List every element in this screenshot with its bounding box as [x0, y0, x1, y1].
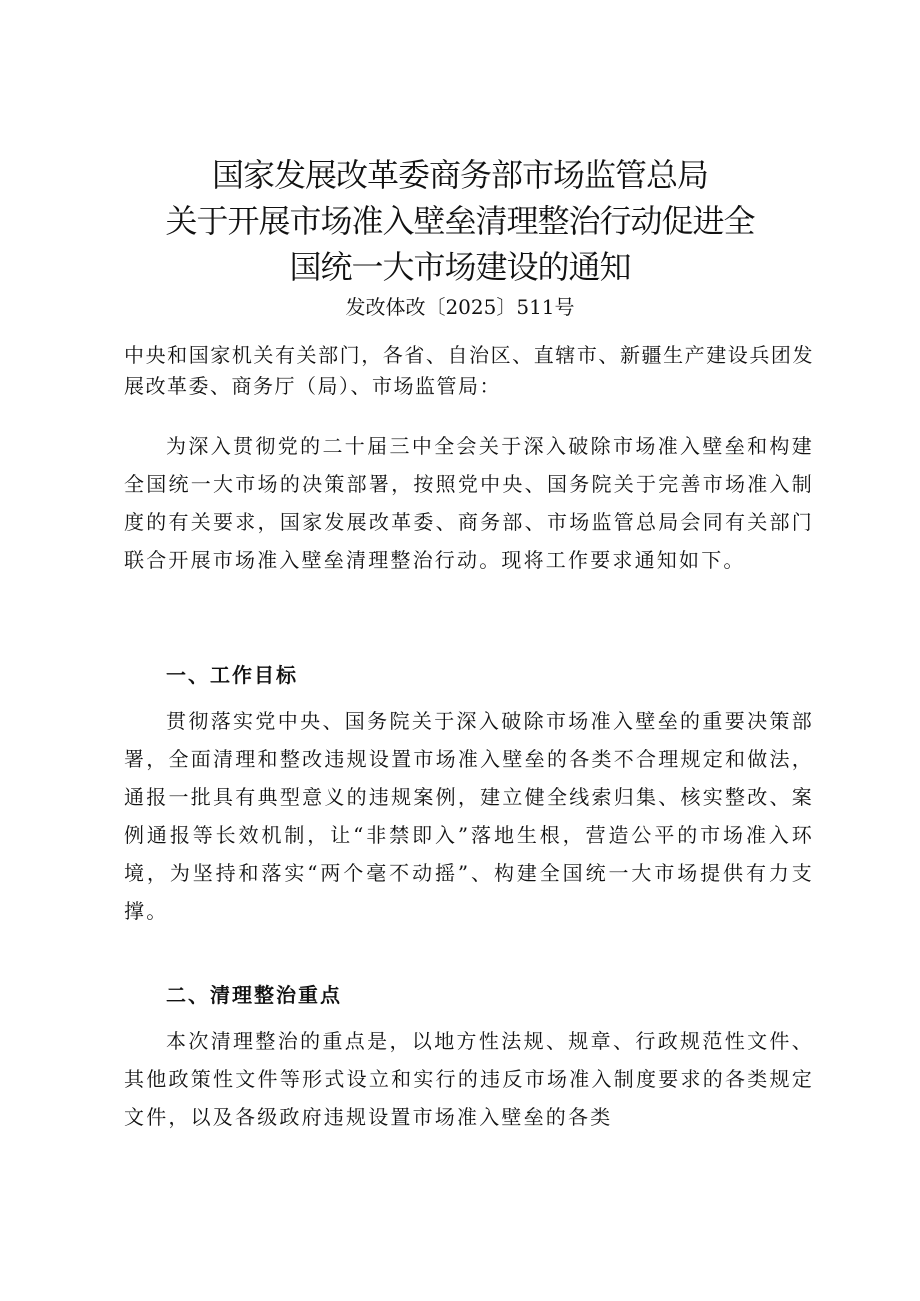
document-title-line-2: 关于开展市场准入壁垒清理整治行动促进全 — [165, 202, 755, 240]
document-title-line-3: 国统一大市场建设的通知 — [289, 248, 631, 286]
section-heading-2: 二、清理整治重点 — [166, 983, 342, 1007]
document-title-line-1: 国家发展改革委商务部市场监管总局 — [211, 156, 708, 194]
intro-paragraph: 为深入贯彻党的二十届三中全会关于深入破除市场准入壁垒和构建全国统一大市场的决策部署，按照党中央、国务院关于完善市场准入制度的有关要求，国家发展改革委、商务部、市场监管总局会同有关部门联合开展市场准入壁垒清理整治行动。现将工作要求通知如下。 — [124, 434, 814, 572]
section-heading-1: 一、工作目标 — [166, 663, 298, 687]
section-body-1: 贯彻落实党中央、国务院关于深入破除市场准入壁垒的重要决策部署，全面清理和整改违规设置市场准入壁垒的各类不合理规定和做法，通报一批具有典型意义的违规案例，建立健全线索归集、核实整改、案例通报等长效机制，让“非禁即入”落地生根，营造公平的市场准入环境，为坚持和落实“两个毫不动摇”、构建全国统一大市场提供有力支撑。 — [124, 709, 814, 923]
addressee: 中央和国家机关有关部门，各省、自治区、直辖市、新疆生产建设兵团发展改革委、商务厅（局）、市场监管局： — [124, 343, 814, 398]
document-number: 发改体改〔2025〕511号 — [345, 295, 575, 319]
section-body-2: 本次清理整治的重点是，以地方性法规、规章、行政规范性文件、其他政策性文件等形式设立和实行的违反市场准入制度要求的各类规定文件，以及各级政府违规设置市场准入壁垒的各类 — [124, 1029, 814, 1129]
